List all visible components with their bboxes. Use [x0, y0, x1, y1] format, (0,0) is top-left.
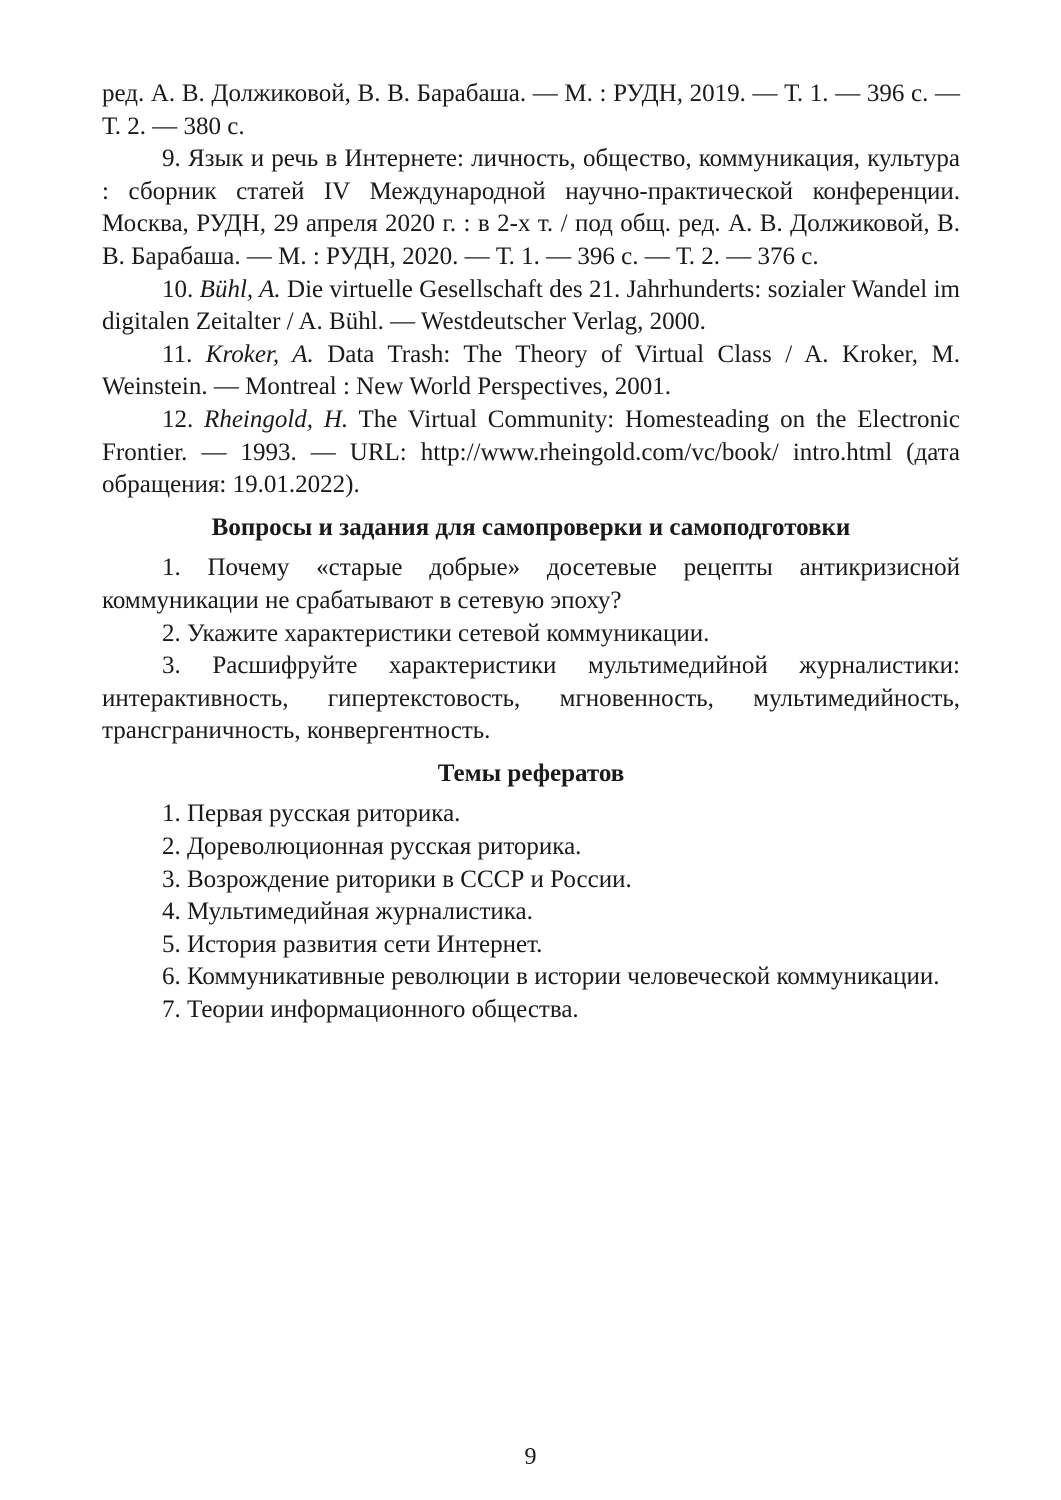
reference-item-9 [102, 143, 960, 273]
question-item: 2. Укажите характеристики сетевой коммуникации. [162, 619, 710, 647]
reference-number: 10. [162, 275, 194, 303]
reference-item-11 [102, 339, 960, 404]
reference-item-12 [102, 404, 960, 502]
topic-item: 1. Первая русская риторика. [162, 800, 461, 828]
reference-author: Rheingold, H. [204, 405, 349, 433]
reference-number: 12. [162, 405, 194, 433]
questions-heading: Вопросы и задания для самопроверки и самоподготовки [211, 513, 851, 541]
reference-text: The Virtual Community: Homesteading on the Electronic Frontier. — 1993. — URL: http://www.rheingold.com/vc/book/ intro.html (дата обращения: 19.01.2022). [102, 405, 961, 499]
question-item: 1. Почему «старые добрые» досетевые рецепты антикризисной коммуникации не срабатывают в сетевую эпоху? [102, 554, 960, 614]
question-item: 3. Расшифруйте характеристики мультимедийной журналистики: интерактивность, гипертекстовость, мгновенность, мультимедийность, трансграничность, конвергентность. [102, 652, 960, 745]
reference-number: 9. [162, 145, 181, 173]
reference-item-10 [102, 274, 960, 339]
reference-continuation: ред. А. В. Должиковой, В. В. Барабаша. — М. : РУДН, 2019. — Т. 1. — 396 с. — Т. 2. — 380 с. [102, 80, 960, 140]
reference-author: Bühl, A. [199, 275, 281, 303]
topics-heading: Темы рефератов [437, 759, 625, 787]
page-number: 9 [524, 1444, 537, 1470]
reference-text: Data Trash: The Theory of Virtual Class / A. Kroker, M. Weinstein. — Montreal : New World Perspectives, 2001. [102, 340, 960, 401]
topic-item: 5. История развития сети Интернет. [162, 930, 543, 958]
topic-item: 6. Коммуникативные революции в истории человеческой коммуникации. [162, 963, 940, 991]
topic-item: 4. Мультимедийная журналистика. [162, 898, 533, 926]
reference-number: 11. [162, 340, 193, 368]
reference-text: Язык и речь в Интернете: личность, общество, коммуникация, культура : сборник статей IV Международной научно-практической конференции. Москва, РУДН, 29 апреля 2020 г. : в 2-х т. / под общ. ред. А. В. Должиковой, В. В. Барабаша. — М. : РУДН, 2020. — Т. 1. — 396 с. — Т. 2. — 376 с. [102, 145, 961, 270]
reference-author: Kroker, A. [205, 340, 314, 368]
topics-list [102, 798, 960, 1026]
page-content [102, 78, 960, 1027]
reference-text: Die virtuelle Gesellschaft des 21. Jahrhunderts: sozialer Wandel im digitalen Zeitalter / A. Bühl. — Westdeutscher Verlag, 2000. [102, 275, 960, 336]
questions-list [102, 552, 960, 748]
topic-item: 7. Теории информационного общества. [162, 996, 579, 1024]
topic-item: 2. Дореволюционная русская риторика. [162, 833, 582, 861]
topic-item: 3. Возрождение риторики в СССР и России. [162, 865, 632, 893]
